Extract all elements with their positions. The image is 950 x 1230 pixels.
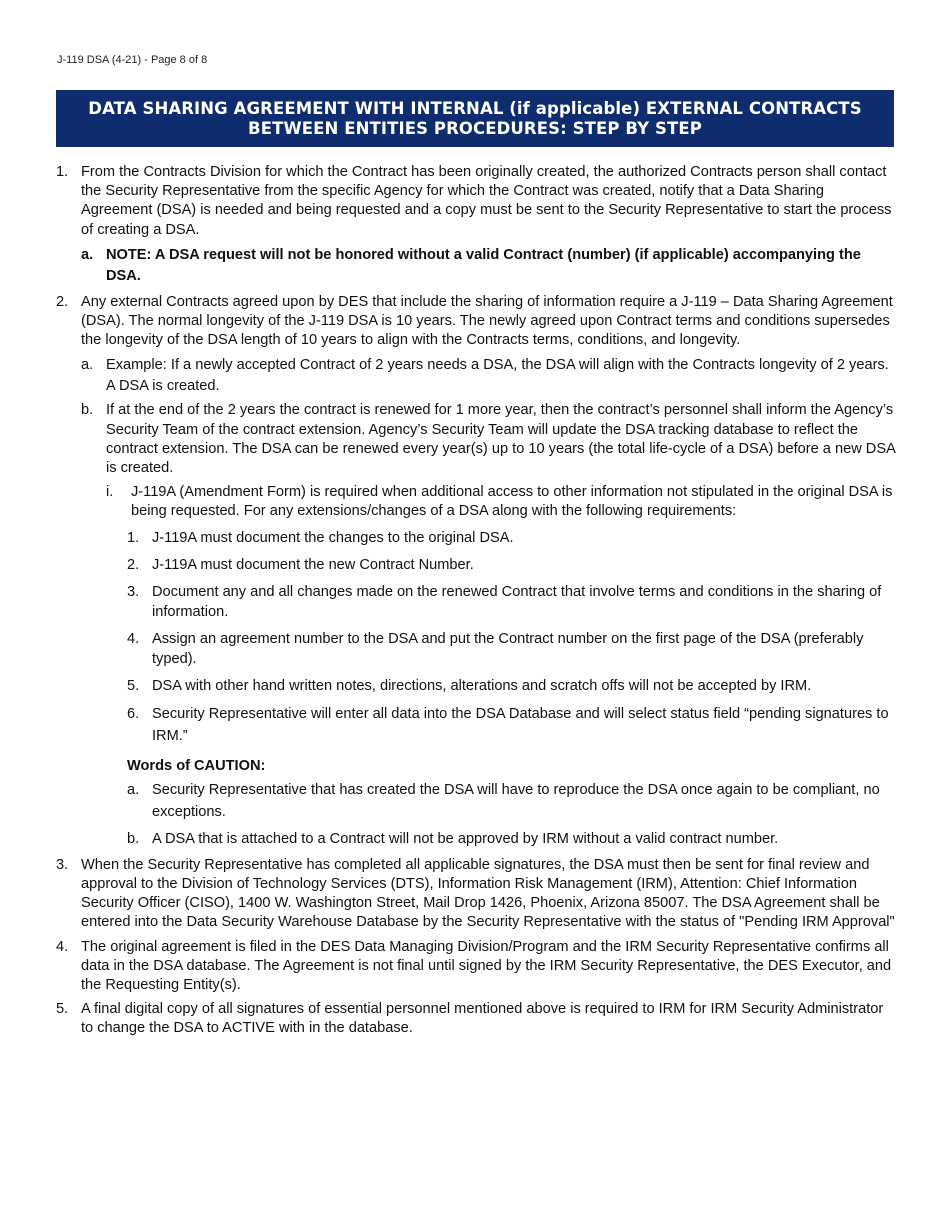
step-2-amendment bbox=[106, 483, 896, 521]
sub-letter: a. bbox=[81, 246, 94, 263]
step-text: Any external Contracts agreed upon by DES that include the sharing of information require a J-119 – Data Sharing Agreement (DSA). The normal longevity of the J-119 DSA is 10 years. The newly agreed upon Contract terms and conditions supersedes the longevity of the DSA length of 10 years to align with the Contracts terms, conditions, and longevity. bbox=[81, 293, 893, 349]
step-1 bbox=[56, 163, 896, 240]
step-2 bbox=[56, 293, 896, 351]
step-3 bbox=[56, 856, 896, 933]
step-1-note bbox=[81, 245, 896, 287]
requirement-item bbox=[127, 555, 896, 575]
step-text: From the Contracts Division for which the Contract has been originally created, the authorized Contracts person shall contact the Security Representative from the specific Agency for which the Contract was created, notify that a Data Sharing Agreement (DSA) is needed and being requested and a copy must be sent to the Security Representative to start the process of creating a DSA. bbox=[81, 164, 892, 238]
requirement-number: 1. bbox=[127, 529, 140, 546]
roman-text: J-119A (Amendment Form) is required when additional access to other information not stipulated in the original DSA is being requested. For any extensions/changes of a DSA along with the following requirements: bbox=[131, 484, 893, 520]
requirement-text: Document any and all changes made on the renewed Contract that involve terms and conditions in the sharing of information. bbox=[152, 583, 882, 620]
requirement-item bbox=[127, 629, 896, 669]
step-text: The original agreement is filed in the DES Data Managing Division/Program and the IRM Security Representative confirms all data in the DSA database. The Agreement is not final until signed by the IRM Security Representative, the DES Executor, and the Requesting Entity(s). bbox=[81, 938, 892, 994]
caution-text: Security Representative that has created the DSA will have to reproduce the DSA once again to be compliant, no exceptions. bbox=[152, 781, 880, 820]
requirement-text: Security Representative will enter all data into the DSA Database and will select status field “pending signatures to IRM.” bbox=[152, 705, 889, 744]
requirement-text: J-119A must document the new Contract Number. bbox=[152, 556, 474, 573]
requirement-number: 6. bbox=[127, 705, 140, 722]
procedure-list bbox=[56, 163, 896, 1044]
page-header: J-119 DSA (4-21) - Page 8 of 8 bbox=[57, 54, 208, 66]
sub-text: Example: If a newly accepted Contract of 2 years needs a DSA, the DSA will align with the Contracts longevity of 2 years. A DSA is created. bbox=[106, 357, 889, 395]
caution-item bbox=[127, 779, 896, 823]
step-text: When the Security Representative has completed all applicable signatures, the DSA must then be sent for final review and approval to the Division of Technology Services (DTS), Information Risk Management (IRM), Attention: Chief Information Security Officer (CISO), 1400 W. Washington Street, Mail Drop 1426, Phoenix, Arizona 85007. The DSA Agreement shall be entered into the Data Security Warehouse Database by the Security Representative with the status of "Pending IRM Approval" bbox=[81, 856, 895, 931]
title-banner bbox=[56, 90, 894, 147]
step-number: 1. bbox=[56, 164, 69, 180]
note-text: NOTE: A DSA request will not be honored without a valid Contract (number) (if applicable) accompanying the DSA. bbox=[106, 246, 861, 284]
title-line-2: BETWEEN ENTITIES PROCEDURES: STEP BY STEP bbox=[248, 118, 702, 138]
title-line-1: DATA SHARING AGREEMENT WITH INTERNAL (if applicable) EXTERNAL CONTRACTS bbox=[88, 98, 862, 118]
caution-letter: b. bbox=[127, 830, 140, 847]
caution-item bbox=[127, 828, 896, 850]
requirement-number: 4. bbox=[127, 630, 140, 647]
step-number: 3. bbox=[56, 856, 69, 873]
step-2-example bbox=[81, 355, 896, 397]
step-text: A final digital copy of all signatures of essential personnel mentioned above is required to IRM for IRM Security Administrator to change the DSA to ACTIVE with in the database. bbox=[81, 1001, 884, 1037]
sub-letter: a. bbox=[81, 357, 94, 374]
requirement-text: DSA with other hand written notes, directions, alterations and scratch offs will not be accepted by IRM. bbox=[152, 677, 812, 694]
sub-letter: b. bbox=[81, 402, 94, 419]
sub-text: If at the end of the 2 years the contract is renewed for 1 more year, then the contract’s personnel shall inform the Agency’s Security Team of the contract extension. Agency’s Security Team will update the DSA tracking database to reflect the contract extension. The DSA can be renewed every year(s) up to 10 years (the total life-cycle of a DSA) before a new DSA is created. bbox=[106, 402, 896, 477]
step-4 bbox=[56, 938, 896, 996]
roman-numeral: i. bbox=[106, 484, 114, 501]
caution-letter: a. bbox=[127, 781, 140, 798]
requirement-item bbox=[127, 582, 896, 622]
step-number: 4. bbox=[56, 938, 69, 955]
step-5 bbox=[56, 1000, 896, 1038]
step-2-renewal bbox=[81, 401, 896, 478]
caution-text: A DSA that is attached to a Contract will not be approved by IRM without a valid contract number. bbox=[152, 830, 779, 847]
requirement-number: 3. bbox=[127, 583, 140, 600]
requirement-text: Assign an agreement number to the DSA and put the Contract number on the first page of the DSA (preferably typed). bbox=[152, 630, 864, 667]
requirement-number: 5. bbox=[127, 677, 140, 694]
step-number: 2. bbox=[56, 293, 69, 310]
requirement-number: 2. bbox=[127, 556, 140, 573]
caution-heading: Words of CAUTION: bbox=[127, 757, 266, 774]
step-number: 5. bbox=[56, 1001, 69, 1018]
requirement-text: J-119A must document the changes to the original DSA. bbox=[152, 529, 514, 546]
requirement-item bbox=[127, 676, 896, 696]
requirement-item bbox=[127, 528, 896, 548]
requirement-item bbox=[127, 703, 896, 747]
